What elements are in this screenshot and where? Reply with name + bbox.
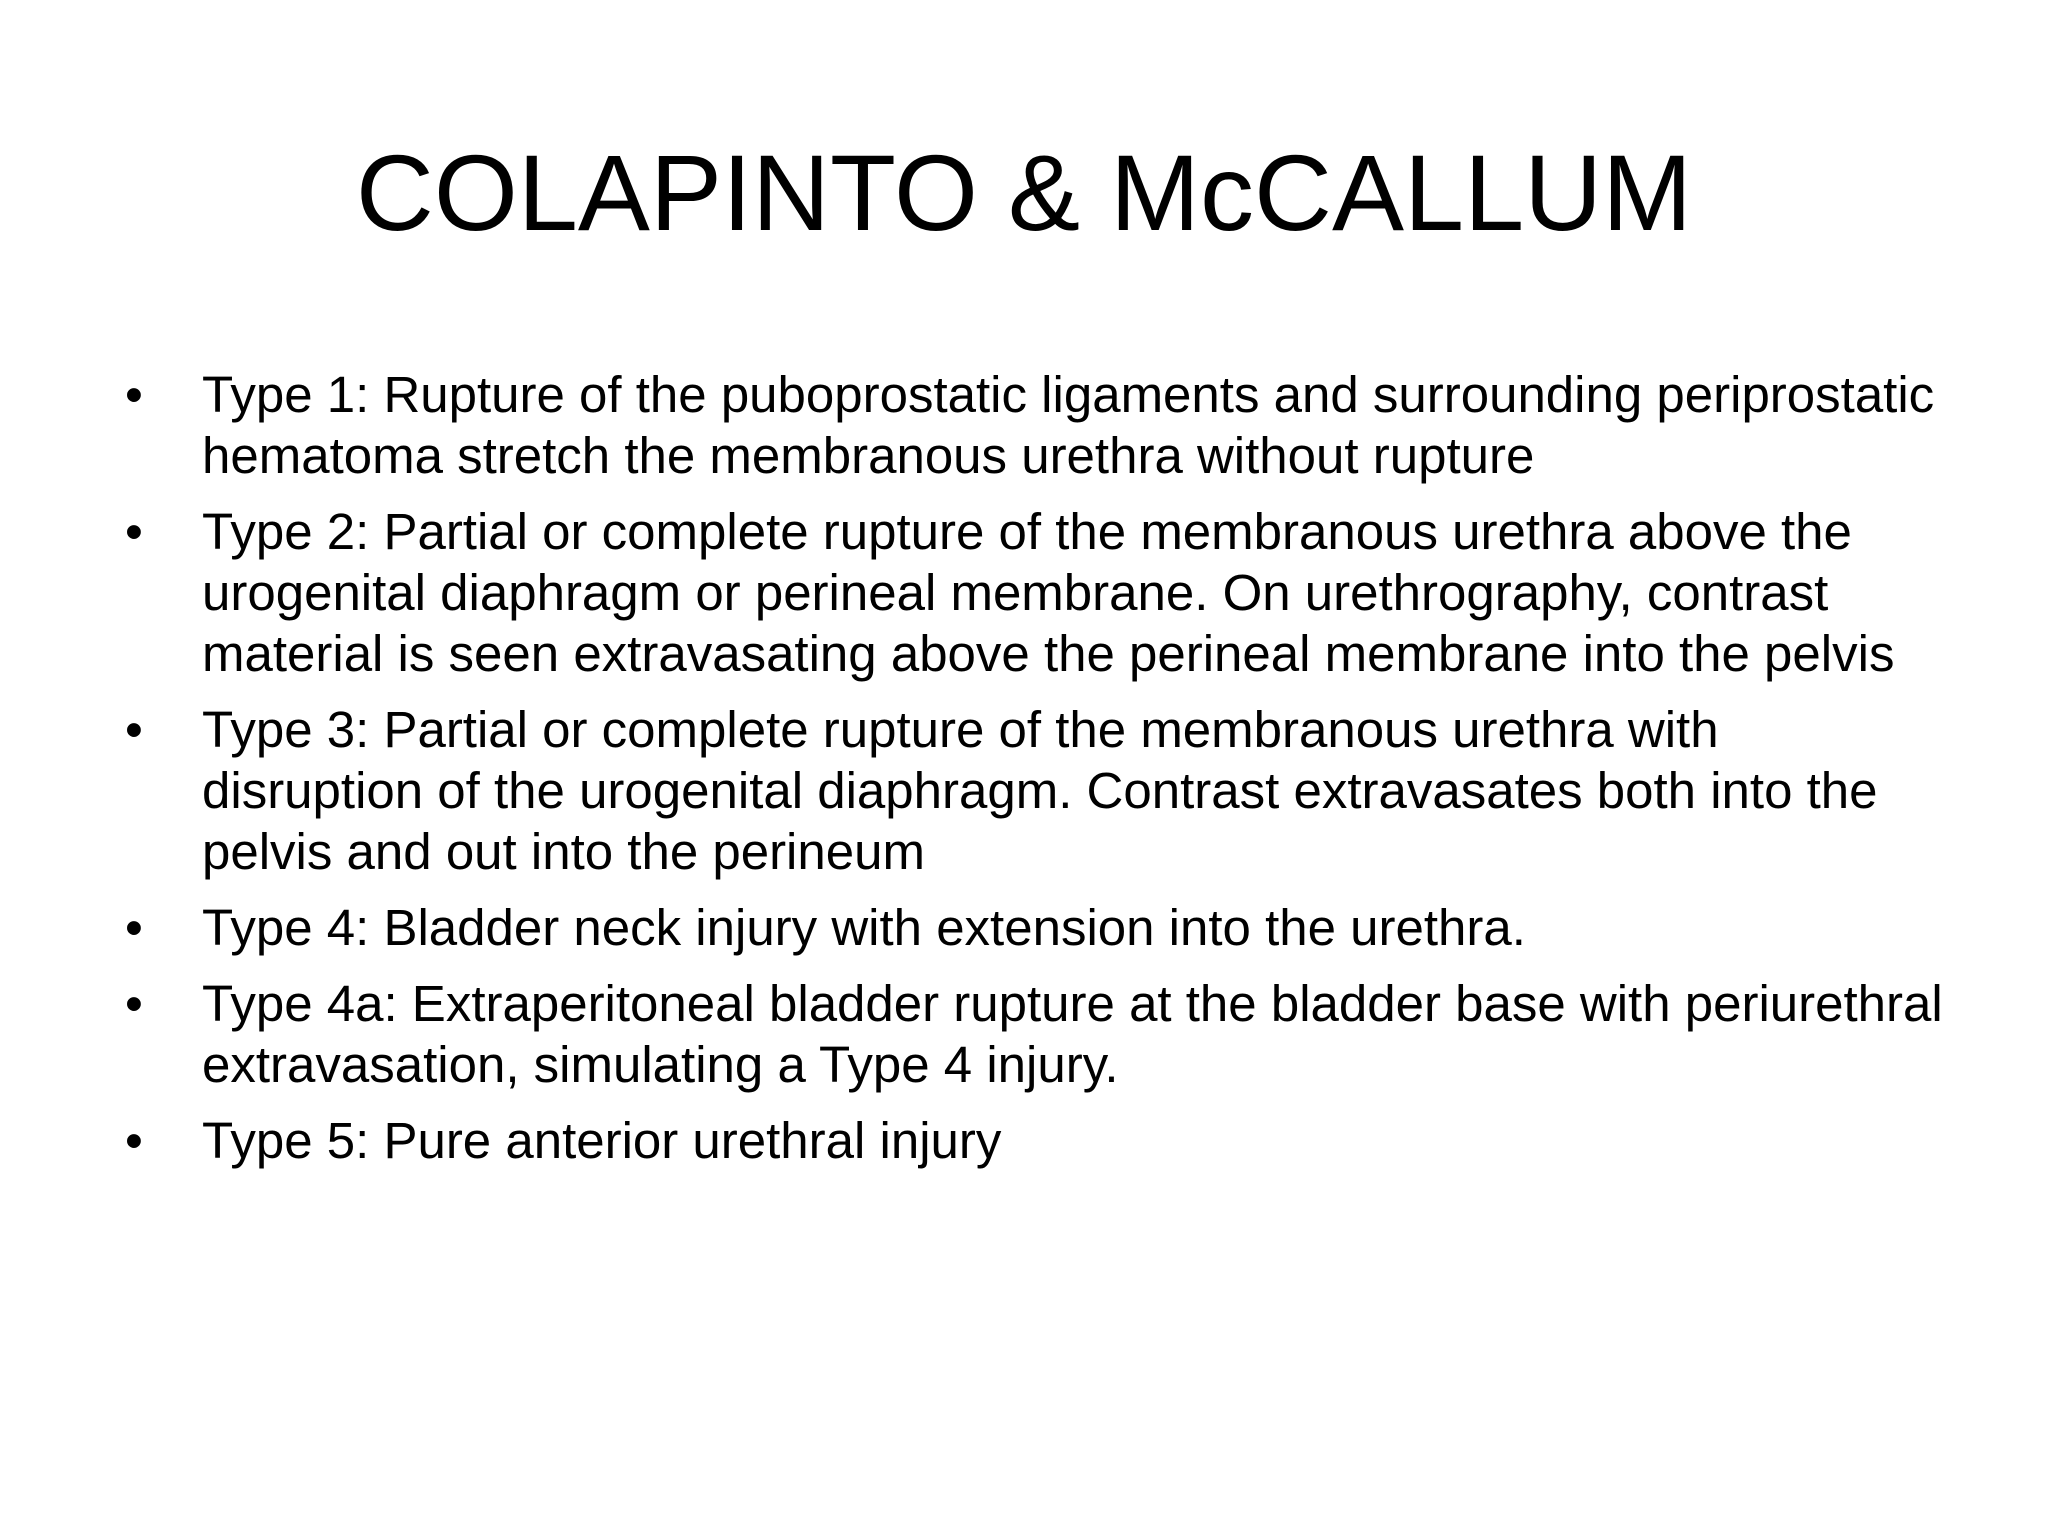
bullet-item-type-2 [112, 501, 1952, 684]
bullet-text: Type 2: Partial or complete rupture of the membranous urethra above the urogenital diaphragm or perineal membrane. On urethrography, contrast material is seen extravasating above the perineal membrane into the pelvis [202, 503, 1895, 682]
bullet-icon: • [125, 1112, 143, 1169]
bullet-item-type-4 [112, 897, 1952, 958]
bullet-item-type-5 [112, 1110, 1952, 1171]
bullet-icon: • [125, 975, 143, 1032]
bullet-text: Type 4: Bladder neck injury with extension into the urethra. [202, 899, 1526, 956]
bullet-text: Type 3: Partial or complete rupture of the membranous urethra with disruption of the urogenital diaphragm. Contrast extravasates both into the pelvis and out into the perineum [202, 701, 1878, 880]
bullet-icon: • [125, 899, 143, 956]
bullet-text: Type 4a: Extraperitoneal bladder rupture at the bladder base with periurethral extravasation, simulating a Type 4 injury. [202, 975, 1943, 1093]
bullet-list [112, 364, 1952, 1186]
bullet-item-type-1 [112, 364, 1952, 486]
bullet-text: Type 5: Pure anterior urethral injury [202, 1112, 1002, 1169]
bullet-item-type-4a [112, 973, 1952, 1095]
bullet-item-type-3 [112, 699, 1952, 882]
bullet-icon: • [125, 366, 143, 423]
bullet-icon: • [125, 701, 143, 758]
slide-title: COLAPINTO & McCALLUM [355, 132, 1693, 253]
bullet-text: Type 1: Rupture of the puboprostatic ligaments and surrounding periprostatic hematoma stretch the membranous urethra without rupture [202, 366, 1935, 484]
bullet-icon: • [125, 503, 143, 560]
